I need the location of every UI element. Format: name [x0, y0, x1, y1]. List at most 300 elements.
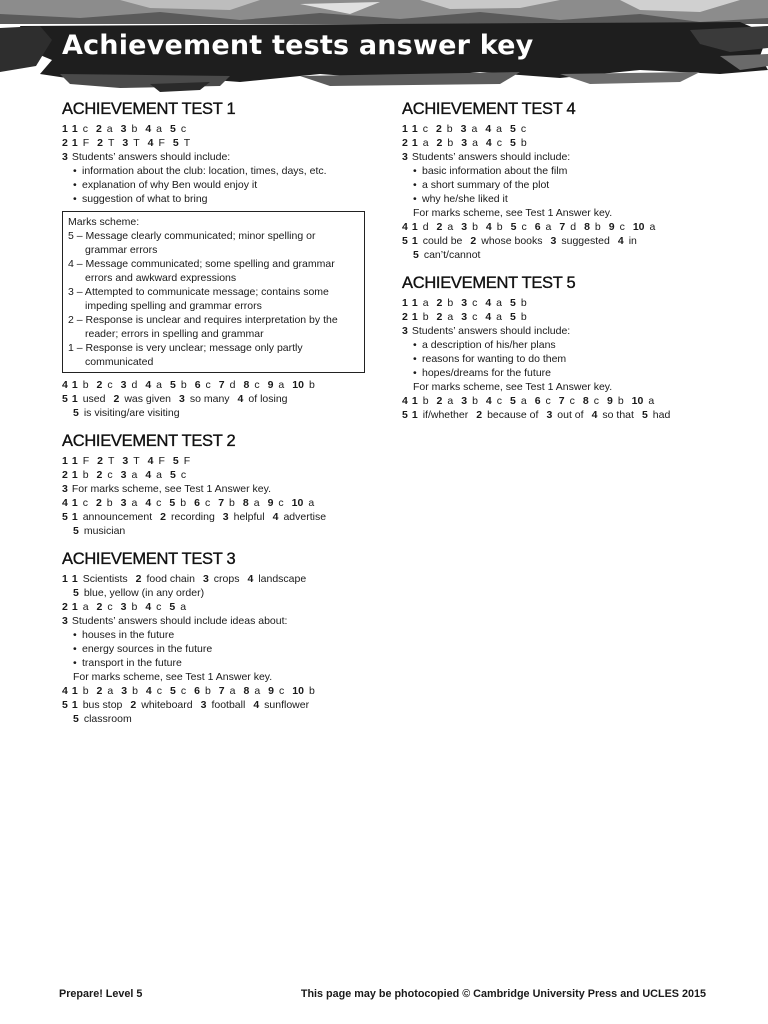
item-answer: b	[520, 137, 527, 149]
item-number: 2	[113, 393, 120, 405]
question-number: 3	[402, 325, 408, 337]
item-answer: sunflower	[264, 699, 310, 711]
item-number: 5	[169, 601, 176, 613]
answer-item	[607, 394, 624, 408]
item-answer: because of	[487, 409, 539, 421]
item-number: 1	[71, 511, 78, 523]
item-answer: c	[156, 685, 162, 697]
answer-line	[402, 234, 722, 248]
item-number: 4	[147, 455, 154, 467]
answer-item	[633, 220, 656, 234]
note-text: For marks scheme, see Test 1 Answer key.	[73, 671, 273, 683]
item-answer: c	[422, 123, 428, 135]
item-number: 7	[218, 685, 225, 697]
item-number: 10	[631, 395, 644, 407]
answer-item	[73, 406, 180, 420]
item-answer: bus stop	[82, 699, 123, 711]
answer-note	[62, 614, 372, 628]
section-title: ACHIEVEMENT TEST 3	[62, 550, 236, 568]
item-answer: b	[447, 297, 454, 309]
item-number: 8	[243, 685, 250, 697]
item-answer: a	[278, 379, 285, 391]
item-answer: b	[446, 123, 453, 135]
item-number: 9	[267, 379, 274, 391]
answer-line	[62, 600, 372, 614]
answer-item	[292, 684, 315, 698]
marks-scheme-heading: Marks scheme:	[68, 216, 140, 228]
item-number: 4	[237, 393, 244, 405]
answer-item	[145, 468, 162, 482]
item-answer: c	[496, 137, 502, 149]
item-number: 6	[534, 395, 541, 407]
answer-item	[122, 136, 139, 150]
answer-item	[470, 234, 542, 248]
item-number: 5	[172, 137, 179, 149]
item-answer: b	[520, 311, 527, 323]
answer-item	[218, 496, 235, 510]
answer-item	[121, 684, 138, 698]
item-number: 3	[461, 221, 468, 233]
answer-item	[609, 220, 625, 234]
item-answer: used	[82, 393, 106, 405]
item-answer: d	[570, 221, 577, 233]
answer-line	[62, 524, 372, 538]
answer-item	[461, 220, 478, 234]
answer-item	[73, 712, 132, 726]
item-number: 3	[120, 379, 127, 391]
answer-item	[583, 394, 599, 408]
marks-scheme-box	[62, 211, 365, 373]
answer-item	[96, 122, 113, 136]
item-number: 3	[222, 511, 229, 523]
item-answer: c	[156, 601, 162, 613]
answer-line	[62, 406, 372, 420]
bullet-item: • reasons for wanting to do them	[402, 352, 722, 366]
item-number: 4	[247, 573, 254, 585]
item-number: 6	[194, 497, 200, 509]
answer-item	[437, 220, 454, 234]
answer-item	[73, 586, 204, 600]
item-number: 3	[460, 123, 467, 135]
marks-scheme-item: 1 – Response is very unclear; message only partly communicated	[68, 342, 303, 368]
answer-item	[535, 394, 551, 408]
answer-item	[247, 572, 306, 586]
bullet-item: • a short summary of the plot	[402, 178, 722, 192]
answer-item	[113, 392, 171, 406]
bullet-item: • a description of his/her plans	[402, 338, 722, 352]
item-number: 2	[96, 685, 103, 697]
answer-key-section	[402, 272, 722, 422]
item-number: 5	[510, 311, 516, 323]
answer-line	[62, 378, 372, 392]
answer-item	[412, 394, 429, 408]
item-number: 3	[120, 497, 127, 509]
question-number: 1	[62, 123, 68, 135]
item-number: 2	[135, 573, 142, 585]
item-answer: was given	[124, 393, 172, 405]
answer-item	[485, 296, 502, 310]
item-number: 1	[71, 497, 78, 509]
answer-item	[97, 600, 113, 614]
answer-item	[170, 468, 186, 482]
answer-item	[72, 684, 89, 698]
item-answer: a	[447, 311, 454, 323]
item-number: 7	[558, 395, 565, 407]
item-answer: classroom	[83, 713, 132, 725]
answer-item	[437, 296, 454, 310]
item-number: 5	[73, 587, 79, 599]
item-answer: c	[156, 497, 162, 509]
item-number: 2	[97, 137, 103, 149]
question-number: 1	[402, 297, 408, 309]
item-number: 2	[436, 221, 443, 233]
page-title: Achievement tests answer key	[62, 30, 534, 61]
answer-item	[72, 572, 128, 586]
item-number: 1	[411, 123, 418, 135]
answer-item	[97, 468, 113, 482]
item-number: 1	[411, 395, 418, 407]
answer-item	[170, 684, 186, 698]
item-answer: if/whether	[422, 409, 469, 421]
item-number: 1	[71, 455, 78, 467]
answer-note	[402, 150, 722, 164]
item-answer: suggested	[561, 235, 610, 247]
item-number: 5	[73, 525, 79, 537]
item-number: 2	[435, 123, 442, 135]
answer-item	[461, 122, 478, 136]
item-answer: b	[422, 311, 429, 323]
answer-item	[618, 234, 637, 248]
question-number: 4	[62, 497, 68, 509]
item-number: 10	[291, 497, 304, 509]
item-number: 1	[411, 297, 418, 309]
answer-item	[412, 122, 428, 136]
item-number: 6	[194, 685, 200, 697]
answer-item	[72, 136, 89, 150]
item-number: 4	[485, 297, 492, 309]
item-answer: T	[133, 137, 140, 149]
item-number: 5	[170, 123, 176, 135]
page-footer	[59, 988, 706, 1004]
answer-item	[268, 496, 284, 510]
answer-line	[62, 572, 372, 586]
item-number: 1	[71, 601, 78, 613]
note-text: Students’ answers should include:	[411, 151, 571, 163]
answer-item	[97, 136, 114, 150]
item-answer: musician	[83, 525, 126, 537]
note-text: Students’ answers should include ideas about:	[71, 615, 288, 627]
item-answer: c	[472, 311, 478, 323]
item-answer: b	[308, 379, 315, 391]
answer-item	[136, 572, 195, 586]
item-number: 3	[121, 685, 128, 697]
answer-item	[72, 392, 106, 406]
item-number: 4	[485, 137, 492, 149]
item-number: 4	[591, 409, 598, 421]
answer-item	[436, 122, 453, 136]
answer-item	[145, 122, 162, 136]
answer-item	[535, 220, 552, 234]
answer-line	[402, 248, 722, 262]
bullet-item: • energy sources in the future	[62, 642, 372, 656]
answer-item	[97, 684, 114, 698]
item-number: 4	[485, 395, 492, 407]
item-number: 5	[641, 409, 648, 421]
answer-note	[62, 150, 372, 164]
item-number: 2	[96, 601, 103, 613]
item-number: 10	[292, 685, 304, 697]
answer-item	[223, 510, 265, 524]
item-number: 5	[170, 469, 176, 481]
section-title: ACHIEVEMENT TEST 5	[402, 274, 576, 292]
item-answer: whose books	[481, 235, 543, 247]
item-answer: c	[545, 395, 551, 407]
answer-item	[476, 408, 538, 422]
question-number: 2	[402, 137, 408, 149]
answer-item	[195, 378, 211, 392]
note-text: Students’ answers should include:	[71, 151, 231, 163]
item-number: 7	[218, 497, 225, 509]
answer-item	[273, 510, 326, 524]
answer-item	[412, 408, 468, 422]
bullet-item: • information about the club: location, times, days, etc.	[62, 164, 372, 178]
item-number: 4	[485, 311, 492, 323]
item-answer: of losing	[248, 393, 288, 405]
footer-book-title: Prepare! Level 5	[59, 988, 143, 1000]
answer-line	[62, 136, 372, 150]
item-answer: a	[131, 497, 138, 509]
item-answer: a	[648, 395, 655, 407]
answer-line	[402, 394, 722, 408]
item-answer: a	[131, 469, 138, 481]
answer-item	[412, 220, 429, 234]
item-answer: c	[82, 497, 88, 509]
item-answer: c	[496, 395, 502, 407]
item-number: 1	[71, 123, 78, 135]
item-number: 2	[470, 235, 477, 247]
item-number: 2	[436, 395, 443, 407]
item-number: 2	[436, 311, 443, 323]
item-answer: b	[82, 685, 89, 697]
item-number: 7	[218, 379, 225, 391]
answer-item	[72, 496, 88, 510]
item-answer: c	[254, 379, 260, 391]
answer-item	[170, 122, 186, 136]
item-number: 4	[145, 685, 152, 697]
answer-item	[413, 248, 480, 262]
item-number: 4	[272, 511, 279, 523]
answer-item	[559, 220, 576, 234]
item-number: 9	[608, 221, 615, 233]
item-number: 8	[582, 395, 589, 407]
note-text: For marks scheme, see Test 1 Answer key.	[71, 483, 272, 495]
item-answer: a	[82, 601, 89, 613]
item-number: 1	[411, 409, 418, 421]
answer-item	[170, 378, 187, 392]
item-answer: F	[183, 455, 191, 467]
answer-item	[412, 136, 429, 150]
question-number: 3	[402, 151, 408, 163]
item-number: 5	[413, 249, 419, 261]
answer-item	[510, 122, 526, 136]
answer-item	[632, 394, 655, 408]
item-number: 3	[120, 123, 127, 135]
answer-item	[461, 394, 478, 408]
answer-item	[485, 310, 502, 324]
item-number: 4	[145, 497, 152, 509]
answer-item	[559, 394, 575, 408]
item-answer: c	[107, 469, 113, 481]
item-answer: c	[107, 379, 113, 391]
item-number: 7	[559, 221, 566, 233]
item-number: 3	[546, 409, 553, 421]
answer-item	[461, 310, 477, 324]
item-answer: Scientists	[82, 573, 128, 585]
answer-item	[73, 524, 125, 538]
item-answer: football	[211, 699, 246, 711]
item-number: 3	[461, 137, 468, 149]
item-number: 3	[202, 573, 209, 585]
answer-line	[402, 136, 722, 150]
item-number: 3	[122, 455, 129, 467]
answer-item	[72, 454, 89, 468]
item-answer: a	[107, 685, 114, 697]
item-answer: c	[593, 395, 599, 407]
answer-item	[268, 684, 284, 698]
item-number: 3	[120, 601, 127, 613]
answer-item	[72, 698, 123, 712]
answer-item	[486, 220, 503, 234]
item-answer: T	[183, 137, 191, 149]
question-number: 1	[402, 123, 408, 135]
item-answer: c	[204, 497, 211, 509]
item-answer: a	[649, 221, 656, 233]
answer-item	[148, 136, 165, 150]
item-answer: a	[422, 137, 429, 149]
marks-scheme-item: 4 – Message communicated; some spelling and grammar errors and awkward expressions	[68, 258, 335, 284]
item-number: 4	[145, 469, 152, 481]
item-number: 9	[267, 497, 274, 509]
section-title: ACHIEVEMENT TEST 1	[62, 100, 236, 118]
header-banner	[0, 0, 768, 96]
item-answer: b	[131, 123, 138, 135]
item-number: 1	[71, 699, 78, 711]
answer-item	[173, 454, 190, 468]
answer-item	[122, 454, 139, 468]
item-number: 3	[461, 297, 468, 309]
item-number: 2	[476, 409, 483, 421]
answer-line	[402, 220, 722, 234]
item-number: 4	[253, 699, 260, 711]
item-answer: c	[279, 685, 285, 697]
item-answer: c	[180, 469, 187, 481]
question-number: 4	[62, 379, 68, 391]
answer-item	[203, 572, 240, 586]
answer-line	[62, 510, 372, 524]
answer-item	[238, 392, 288, 406]
answer-line	[62, 122, 372, 136]
answer-note	[402, 380, 722, 394]
item-answer: b	[229, 497, 235, 509]
question-number: 3	[62, 615, 68, 627]
item-number: 10	[632, 221, 645, 233]
item-answer: c	[521, 221, 527, 233]
answer-item	[121, 496, 138, 510]
answer-line	[62, 698, 372, 712]
item-answer: b	[204, 685, 211, 697]
item-answer: b	[82, 379, 89, 391]
answer-item	[243, 496, 260, 510]
item-answer: a	[447, 221, 454, 233]
section-title: ACHIEVEMENT TEST 4	[402, 100, 576, 118]
item-answer: F	[82, 137, 90, 149]
item-answer: whiteboard	[141, 699, 193, 711]
answer-key-section	[62, 548, 372, 726]
item-number: 8	[243, 379, 250, 391]
bullet-item: • suggestion of what to bring	[62, 192, 372, 206]
item-answer: b	[472, 395, 478, 407]
question-number: 2	[62, 469, 68, 481]
item-answer: a	[308, 497, 315, 509]
item-number: 5	[73, 407, 79, 419]
item-number: 6	[534, 221, 541, 233]
item-number: 2	[97, 455, 103, 467]
answer-note	[62, 670, 372, 684]
item-answer: d	[229, 379, 236, 391]
answer-line	[62, 392, 372, 406]
answer-item	[437, 310, 454, 324]
question-number: 5	[62, 699, 68, 711]
answer-item	[194, 496, 210, 510]
item-number: 6	[194, 379, 201, 391]
item-answer: c	[180, 685, 187, 697]
item-number: 1	[411, 137, 418, 149]
item-number: 3	[550, 235, 557, 247]
item-number: 1	[71, 573, 78, 585]
item-number: 5	[510, 137, 516, 149]
item-number: 8	[242, 497, 249, 509]
answer-item	[243, 684, 260, 698]
note-text: For marks scheme, see Test 1 Answer key.	[413, 381, 613, 393]
bullet-item: • explanation of why Ben would enjoy it	[62, 178, 372, 192]
answer-line	[62, 454, 372, 468]
item-number: 5	[510, 297, 516, 309]
answer-item	[292, 496, 315, 510]
answer-item	[72, 468, 89, 482]
answer-item	[145, 496, 161, 510]
item-answer: b	[180, 497, 187, 509]
answer-item	[97, 378, 113, 392]
answer-item	[72, 600, 89, 614]
item-number: 3	[179, 393, 185, 405]
answer-item	[160, 510, 215, 524]
item-number: 3	[461, 395, 468, 407]
right-column	[402, 98, 722, 432]
answer-item	[146, 684, 162, 698]
item-answer: a	[471, 123, 478, 135]
item-answer: a	[253, 497, 260, 509]
marks-scheme-item: 3 – Attempted to communicate message; contains some impeding spelling and grammar errors	[68, 286, 329, 312]
item-number: 5	[169, 497, 176, 509]
answer-item	[253, 698, 309, 712]
item-answer: a	[180, 601, 187, 613]
item-number: 5	[510, 395, 516, 407]
item-number: 3	[200, 699, 207, 711]
item-number: 4	[485, 221, 492, 233]
answer-item	[194, 684, 211, 698]
marks-scheme-item: 2 – Response is unclear and requires interpretation by the reader; errors in spelling and grammar	[68, 314, 338, 340]
bullet-item: • houses in the future	[62, 628, 372, 642]
